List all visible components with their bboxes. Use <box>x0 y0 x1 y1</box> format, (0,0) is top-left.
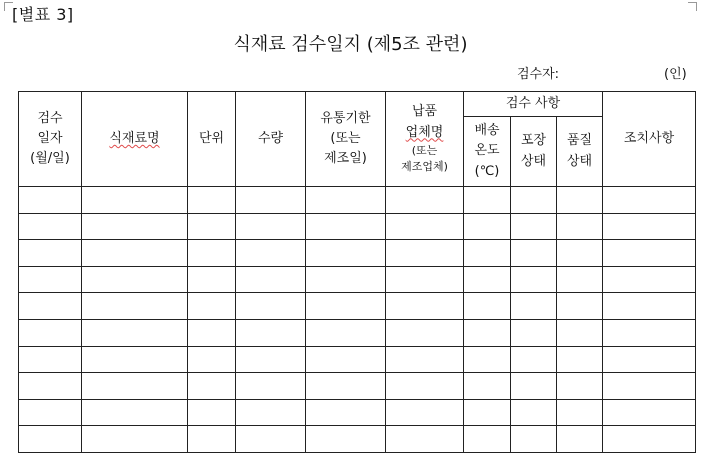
cell-supplier[interactable] <box>386 373 464 400</box>
header-quality-line1: 품질 <box>566 133 593 149</box>
cell-quantity[interactable] <box>236 213 306 240</box>
cell-quality[interactable] <box>557 426 603 453</box>
table-row <box>19 293 696 320</box>
table-row <box>19 319 696 346</box>
table-row <box>19 346 696 373</box>
cell-action[interactable] <box>603 187 696 214</box>
header-supplier-line3: (또는 <box>411 143 438 157</box>
cell-delivery-temp[interactable] <box>464 213 511 240</box>
cell-quantity[interactable] <box>236 266 306 293</box>
cell-action[interactable] <box>603 266 696 293</box>
cell-action[interactable] <box>603 213 696 240</box>
cell-supplier[interactable] <box>386 426 464 453</box>
cell-action[interactable] <box>603 319 696 346</box>
cell-packaging[interactable] <box>511 293 557 320</box>
cell-packaging[interactable] <box>511 187 557 214</box>
cell-ingredient[interactable] <box>82 240 188 267</box>
cell-supplier[interactable] <box>386 266 464 293</box>
cell-expiry[interactable] <box>306 240 386 267</box>
cell-supplier[interactable] <box>386 293 464 320</box>
cell-quality[interactable] <box>557 266 603 293</box>
cell-ingredient[interactable] <box>82 187 188 214</box>
header-quantity: 수량 <box>236 92 306 187</box>
cell-unit[interactable] <box>188 213 236 240</box>
table-row <box>19 373 696 400</box>
header-delivery-temp-line3: (℃) <box>474 163 500 179</box>
header-inspection-group: 검수 사항 <box>464 92 603 117</box>
table-row <box>19 266 696 293</box>
cell-unit[interactable] <box>188 373 236 400</box>
header-ingredient <box>82 92 188 187</box>
cell-unit[interactable] <box>188 240 236 267</box>
cell-packaging[interactable] <box>511 399 557 426</box>
cell-expiry[interactable] <box>306 373 386 400</box>
header-date-line3: (월/일) <box>30 151 70 167</box>
cell-unit[interactable] <box>188 187 236 214</box>
annex-label: [별표 3] <box>12 5 74 24</box>
cell-supplier[interactable] <box>386 213 464 240</box>
cell-date[interactable] <box>19 187 82 214</box>
inspector-line <box>0 63 701 81</box>
header-date <box>19 92 82 187</box>
cell-date[interactable] <box>19 373 82 400</box>
cell-expiry[interactable] <box>306 426 386 453</box>
inspector-seal: (인) <box>664 67 687 82</box>
cell-delivery-temp[interactable] <box>464 373 511 400</box>
cell-quantity[interactable] <box>236 319 306 346</box>
cell-delivery-temp[interactable] <box>464 293 511 320</box>
cell-expiry[interactable] <box>306 293 386 320</box>
cell-packaging[interactable] <box>511 319 557 346</box>
cell-expiry[interactable] <box>306 399 386 426</box>
cell-action[interactable] <box>603 293 696 320</box>
header-packaging <box>511 117 557 187</box>
cell-unit[interactable] <box>188 319 236 346</box>
cell-action[interactable] <box>603 373 696 400</box>
cell-supplier[interactable] <box>386 319 464 346</box>
cell-delivery-temp[interactable] <box>464 426 511 453</box>
cell-delivery-temp[interactable] <box>464 240 511 267</box>
header-packaging-line2: 상태 <box>520 153 547 169</box>
header-date-line2: 일자 <box>37 130 63 146</box>
header-ingredient-label: 식재료명 <box>109 130 160 146</box>
cell-delivery-temp[interactable] <box>464 399 511 426</box>
cell-ingredient[interactable] <box>82 346 188 373</box>
cell-date[interactable] <box>19 266 82 293</box>
table-row <box>19 213 696 240</box>
inspector-label: 검수자: <box>517 67 560 82</box>
cell-unit[interactable] <box>188 266 236 293</box>
cell-packaging[interactable] <box>511 373 557 400</box>
cell-expiry[interactable] <box>306 266 386 293</box>
cell-date[interactable] <box>19 319 82 346</box>
header-expiry <box>306 92 386 187</box>
table-row <box>19 187 696 214</box>
cell-ingredient[interactable] <box>82 426 188 453</box>
cell-delivery-temp[interactable] <box>464 266 511 293</box>
header-expiry-line3: 제조일) <box>324 151 367 167</box>
header-date-line1: 검수 <box>37 110 63 126</box>
header-expiry-line1: 유통기한 <box>320 110 371 126</box>
cell-date[interactable] <box>19 399 82 426</box>
inspection-log-table <box>18 91 696 453</box>
cell-expiry[interactable] <box>306 346 386 373</box>
cell-ingredient[interactable] <box>82 373 188 400</box>
header-delivery-temp-line2: 온도 <box>474 143 500 159</box>
cell-ingredient[interactable] <box>82 213 188 240</box>
cell-ingredient[interactable] <box>82 399 188 426</box>
corner-mark-right <box>688 2 697 11</box>
cell-action[interactable] <box>603 399 696 426</box>
header-supplier-line2 <box>386 123 463 143</box>
header-unit: 단위 <box>188 92 236 187</box>
header-supplier-line2-text: 업체명 <box>405 124 444 140</box>
cell-action[interactable] <box>603 346 696 373</box>
cell-quantity[interactable] <box>236 187 306 214</box>
table-row <box>19 399 696 426</box>
cell-quantity[interactable] <box>236 240 306 267</box>
cell-quality[interactable] <box>557 240 603 267</box>
cell-quantity[interactable] <box>236 399 306 426</box>
cell-supplier[interactable] <box>386 240 464 267</box>
table-row <box>19 426 696 453</box>
cell-action[interactable] <box>603 240 696 267</box>
cell-date[interactable] <box>19 213 82 240</box>
cell-supplier[interactable] <box>386 187 464 214</box>
header-supplier-line4: 제조업체) <box>401 160 448 174</box>
header-delivery-temp-line1: 배송 <box>474 123 500 139</box>
cell-ingredient[interactable] <box>82 319 188 346</box>
cell-quality[interactable] <box>557 187 603 214</box>
cell-packaging[interactable] <box>511 266 557 293</box>
cell-expiry[interactable] <box>306 319 386 346</box>
cell-quality[interactable] <box>557 346 603 373</box>
cell-date[interactable] <box>19 426 82 453</box>
cell-quality[interactable] <box>557 319 603 346</box>
header-quality-line2: 상태 <box>566 153 593 169</box>
cell-delivery-temp[interactable] <box>464 346 511 373</box>
cell-ingredient[interactable] <box>82 266 188 293</box>
cell-packaging[interactable] <box>511 213 557 240</box>
cell-packaging[interactable] <box>511 346 557 373</box>
cell-unit[interactable] <box>188 346 236 373</box>
cell-ingredient[interactable] <box>82 293 188 320</box>
cell-quality[interactable] <box>557 293 603 320</box>
cell-packaging[interactable] <box>511 240 557 267</box>
cell-quantity[interactable] <box>236 426 306 453</box>
cell-quantity[interactable] <box>236 346 306 373</box>
header-delivery-temp <box>464 117 511 187</box>
cell-supplier[interactable] <box>386 399 464 426</box>
cell-expiry[interactable] <box>306 187 386 214</box>
cell-quality[interactable] <box>557 213 603 240</box>
header-packaging-line1: 포장 <box>520 133 547 149</box>
cell-quality[interactable] <box>557 373 603 400</box>
header-quality <box>557 117 603 187</box>
table-row <box>19 240 696 267</box>
cell-unit[interactable] <box>188 293 236 320</box>
cell-date[interactable] <box>19 346 82 373</box>
cell-delivery-temp[interactable] <box>464 319 511 346</box>
cell-quantity[interactable] <box>236 373 306 400</box>
cell-quality[interactable] <box>557 399 603 426</box>
document-title: 식재료 검수일지 (제5조 관련) <box>233 34 468 55</box>
cell-delivery-temp[interactable] <box>464 187 511 214</box>
cell-expiry[interactable] <box>306 213 386 240</box>
header-action: 조치사항 <box>603 92 696 187</box>
cell-unit[interactable] <box>188 426 236 453</box>
cell-packaging[interactable] <box>511 426 557 453</box>
cell-date[interactable] <box>19 293 82 320</box>
cell-action[interactable] <box>603 426 696 453</box>
cell-quantity[interactable] <box>236 293 306 320</box>
cell-supplier[interactable] <box>386 346 464 373</box>
cell-unit[interactable] <box>188 399 236 426</box>
header-supplier-line1: 납품 <box>411 104 438 120</box>
log-body <box>19 187 696 453</box>
cell-date[interactable] <box>19 240 82 267</box>
header-supplier <box>386 92 464 187</box>
header-expiry-line2: (또는 <box>330 130 361 146</box>
